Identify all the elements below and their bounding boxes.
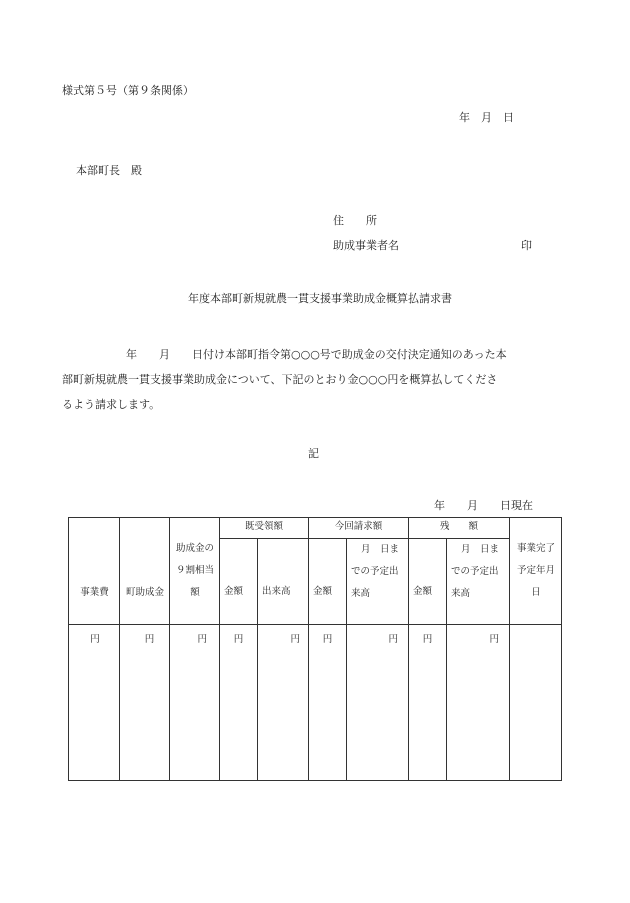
cell-remaining-amount: 円 [409,625,447,781]
request-line-2: 部町新規就農一貫支援事業助成金について、下記のとおり金○○○円を概算払してくださ [62,373,498,386]
header-received: 既受領額 [220,518,309,539]
request-paragraph [62,342,572,417]
cell-remaining-output: 円 [447,625,510,781]
cell-town-subsidy: 円 [120,625,170,781]
form-number: 様式第５号（第９条関係） [62,84,194,97]
as-of-date: 年 月 日現在 [434,499,533,512]
request-line-1: 年 月 日付け本部町指令第○○○号で助成金の交付決定通知のあった本 [126,348,507,361]
header-completion-date: 事業完了 予定年月 日 [510,518,562,625]
date-line: 年 月 日 [459,111,514,124]
seal-mark: 印 [521,239,532,252]
header-received-output: 出来高 [258,539,309,625]
cell-current-amount: 円 [309,625,347,781]
applicant-label: 助成事業者名 [333,239,399,252]
header-current-scheduled-output: 月 日ま での予定出 来高 [347,539,409,625]
header-received-amount: 金額 [220,539,258,625]
header-current-request: 今回請求額 [309,518,409,539]
cell-completion-date [510,625,562,781]
addressee: 本部町長 殿 [76,164,142,177]
header-remaining: 残 額 [409,518,510,539]
header-current-amount: 金額 [309,539,347,625]
header-remaining-scheduled-output: 月 日ま での予定出 来高 [447,539,510,625]
document-title: 年度本部町新規就農一貫支援事業助成金概算払請求書 [188,292,452,305]
header-ninety-percent: 助成金の ９割相当 額 [170,518,220,625]
header-project-cost: 事業費 [69,518,120,625]
request-line-3: るよう請求します。 [62,398,161,411]
header-remaining-amount: 金額 [409,539,447,625]
cell-received-output: 円 [258,625,309,781]
payment-table [68,517,562,781]
header-town-subsidy: 町助成金 [120,518,170,625]
cell-ninety-percent: 円 [170,625,220,781]
ki-heading: 記 [308,447,319,460]
table-row [69,625,562,781]
cell-project-cost: 円 [69,625,120,781]
cell-received-amount: 円 [220,625,258,781]
cell-current-output: 円 [347,625,409,781]
address-label: 住 所 [333,214,377,227]
